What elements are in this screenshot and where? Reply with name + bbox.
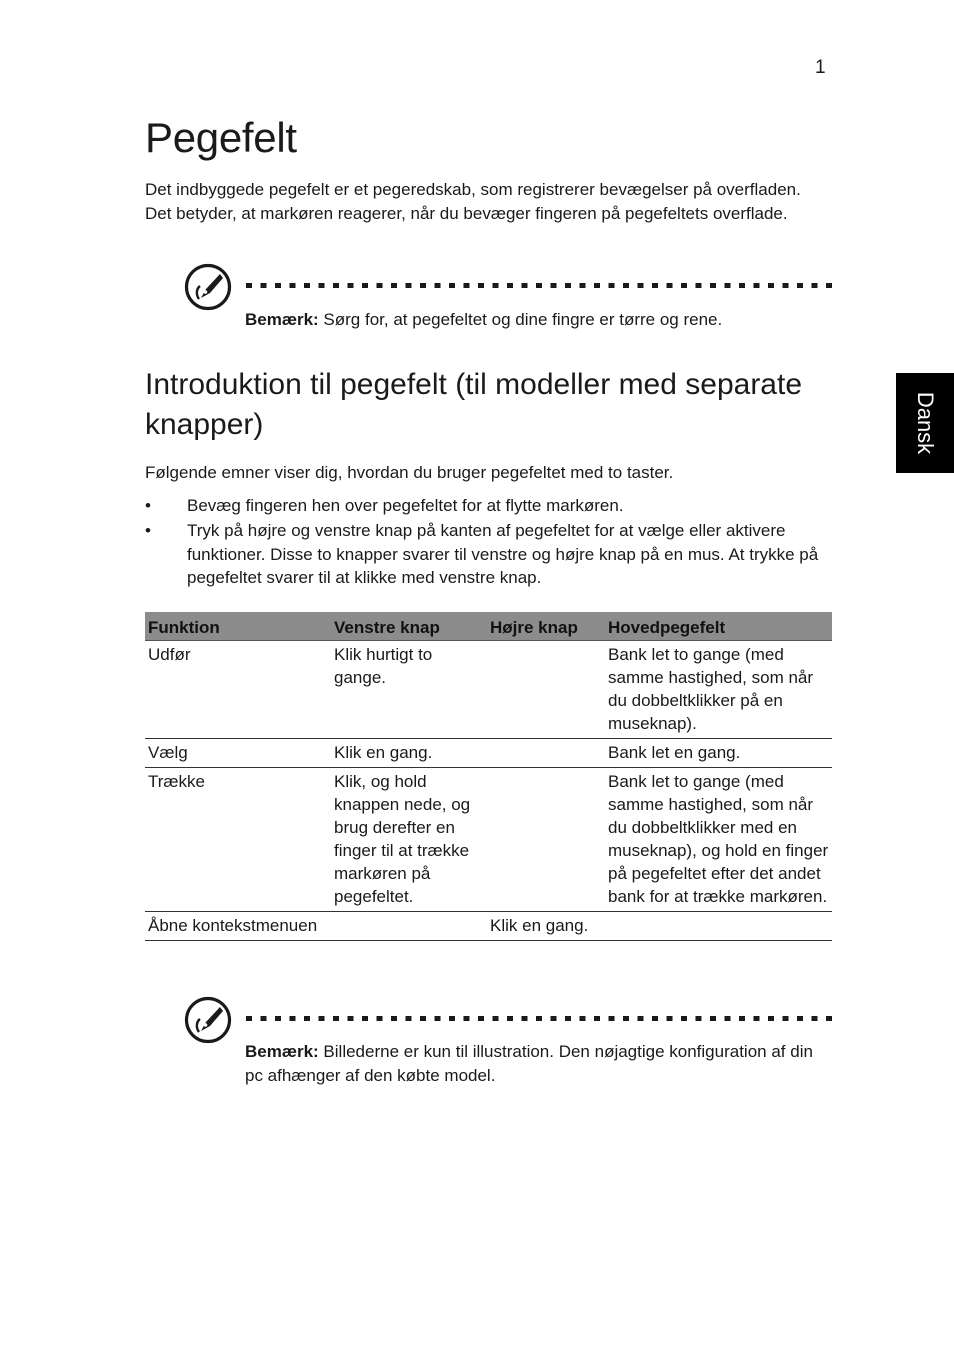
note-label: Bemærk:: [245, 310, 319, 329]
table-cell: Bank let to gange (med samme hastighed, som når du dobbeltklikker med en museknap), og hold en finger på pegefeltet efter det andet bank for at trække markøren.: [605, 768, 832, 912]
table-row: [145, 739, 832, 768]
function-table: [145, 612, 832, 941]
table-cell: Vælg: [145, 739, 331, 768]
table-row: [145, 912, 832, 941]
table-cell: Udfør: [145, 641, 331, 739]
note-text: [245, 1040, 825, 1087]
table-cell: Bank let en gang.: [605, 739, 832, 768]
list-item-text: Bevæg fingeren hen over pegefeltet for at flytte markøren.: [187, 496, 624, 515]
list-item: [145, 519, 835, 590]
table-cell: Trække: [145, 768, 331, 912]
page-title: Pegefelt: [145, 114, 297, 161]
language-tab-label: Dansk: [913, 391, 938, 455]
table-header-row: [145, 612, 832, 641]
note-body: Sørg for, at pegefeltet og dine fingre er tørre og rene.: [318, 310, 723, 329]
bullet-marker: •: [145, 521, 151, 540]
column-header: Venstre knap: [331, 612, 487, 641]
table-cell: [487, 641, 605, 739]
bullet-marker: •: [145, 496, 151, 515]
page-number: 1: [815, 57, 826, 78]
note-pen-icon: [184, 996, 232, 1044]
table-cell: Klik en gang.: [487, 912, 605, 941]
table-cell: Klik hurtigt to gange.: [331, 641, 487, 739]
table-cell: Bank let to gange (med samme hastighed, som når du dobbeltklikker på en museknap).: [605, 641, 832, 739]
lead-paragraph: Følgende emner viser dig, hvordan du bruger pegefeltet med to taster.: [145, 463, 674, 482]
column-header: Funktion: [145, 612, 331, 641]
table-cell: Klik, og hold knappen nede, og brug derefter en finger til at trække markøren på pegefeltet.: [331, 768, 487, 912]
table-cell: [487, 739, 605, 768]
note-body: Billederne er kun til illustration. Den nøjagtige konfiguration af din pc afhænger af den købte model.: [245, 1042, 813, 1085]
column-header: Højre knap: [487, 612, 605, 641]
bullet-list: [145, 494, 835, 591]
note-text: [245, 308, 825, 332]
table-cell: [331, 912, 487, 941]
list-item: [145, 494, 835, 518]
note-divider: [246, 283, 834, 288]
language-tab: [896, 373, 954, 473]
table-cell: [487, 768, 605, 912]
table-row: [145, 768, 832, 912]
section-title: Introduktion til pegefelt (til modeller med separate knapper): [145, 368, 803, 441]
list-item-text: Tryk på højre og venstre knap på kanten af pegefeltet for at vælge eller aktivere funktioner. Disse to knapper svarer til venstre og højre knap på en mus. At trykke på pegefeltet svarer til at klikke med venstre knap.: [187, 521, 819, 587]
table-row: [145, 641, 832, 739]
note-label: Bemærk:: [245, 1042, 319, 1061]
note-pen-icon: [184, 263, 232, 311]
intro-paragraph: Det indbyggede pegefelt er et pegeredskab, som registrerer bevægelser på overfladen. Det betyder, at markøren reagerer, når du bevæger fingeren på pegefeltets overflade.: [145, 180, 801, 223]
note-divider: [246, 1016, 834, 1021]
column-header: Hovedpegefelt: [605, 612, 832, 641]
table-cell: [605, 912, 832, 941]
table-cell: Åbne kontekstmenuen: [145, 912, 331, 941]
table-cell: Klik en gang.: [331, 739, 487, 768]
